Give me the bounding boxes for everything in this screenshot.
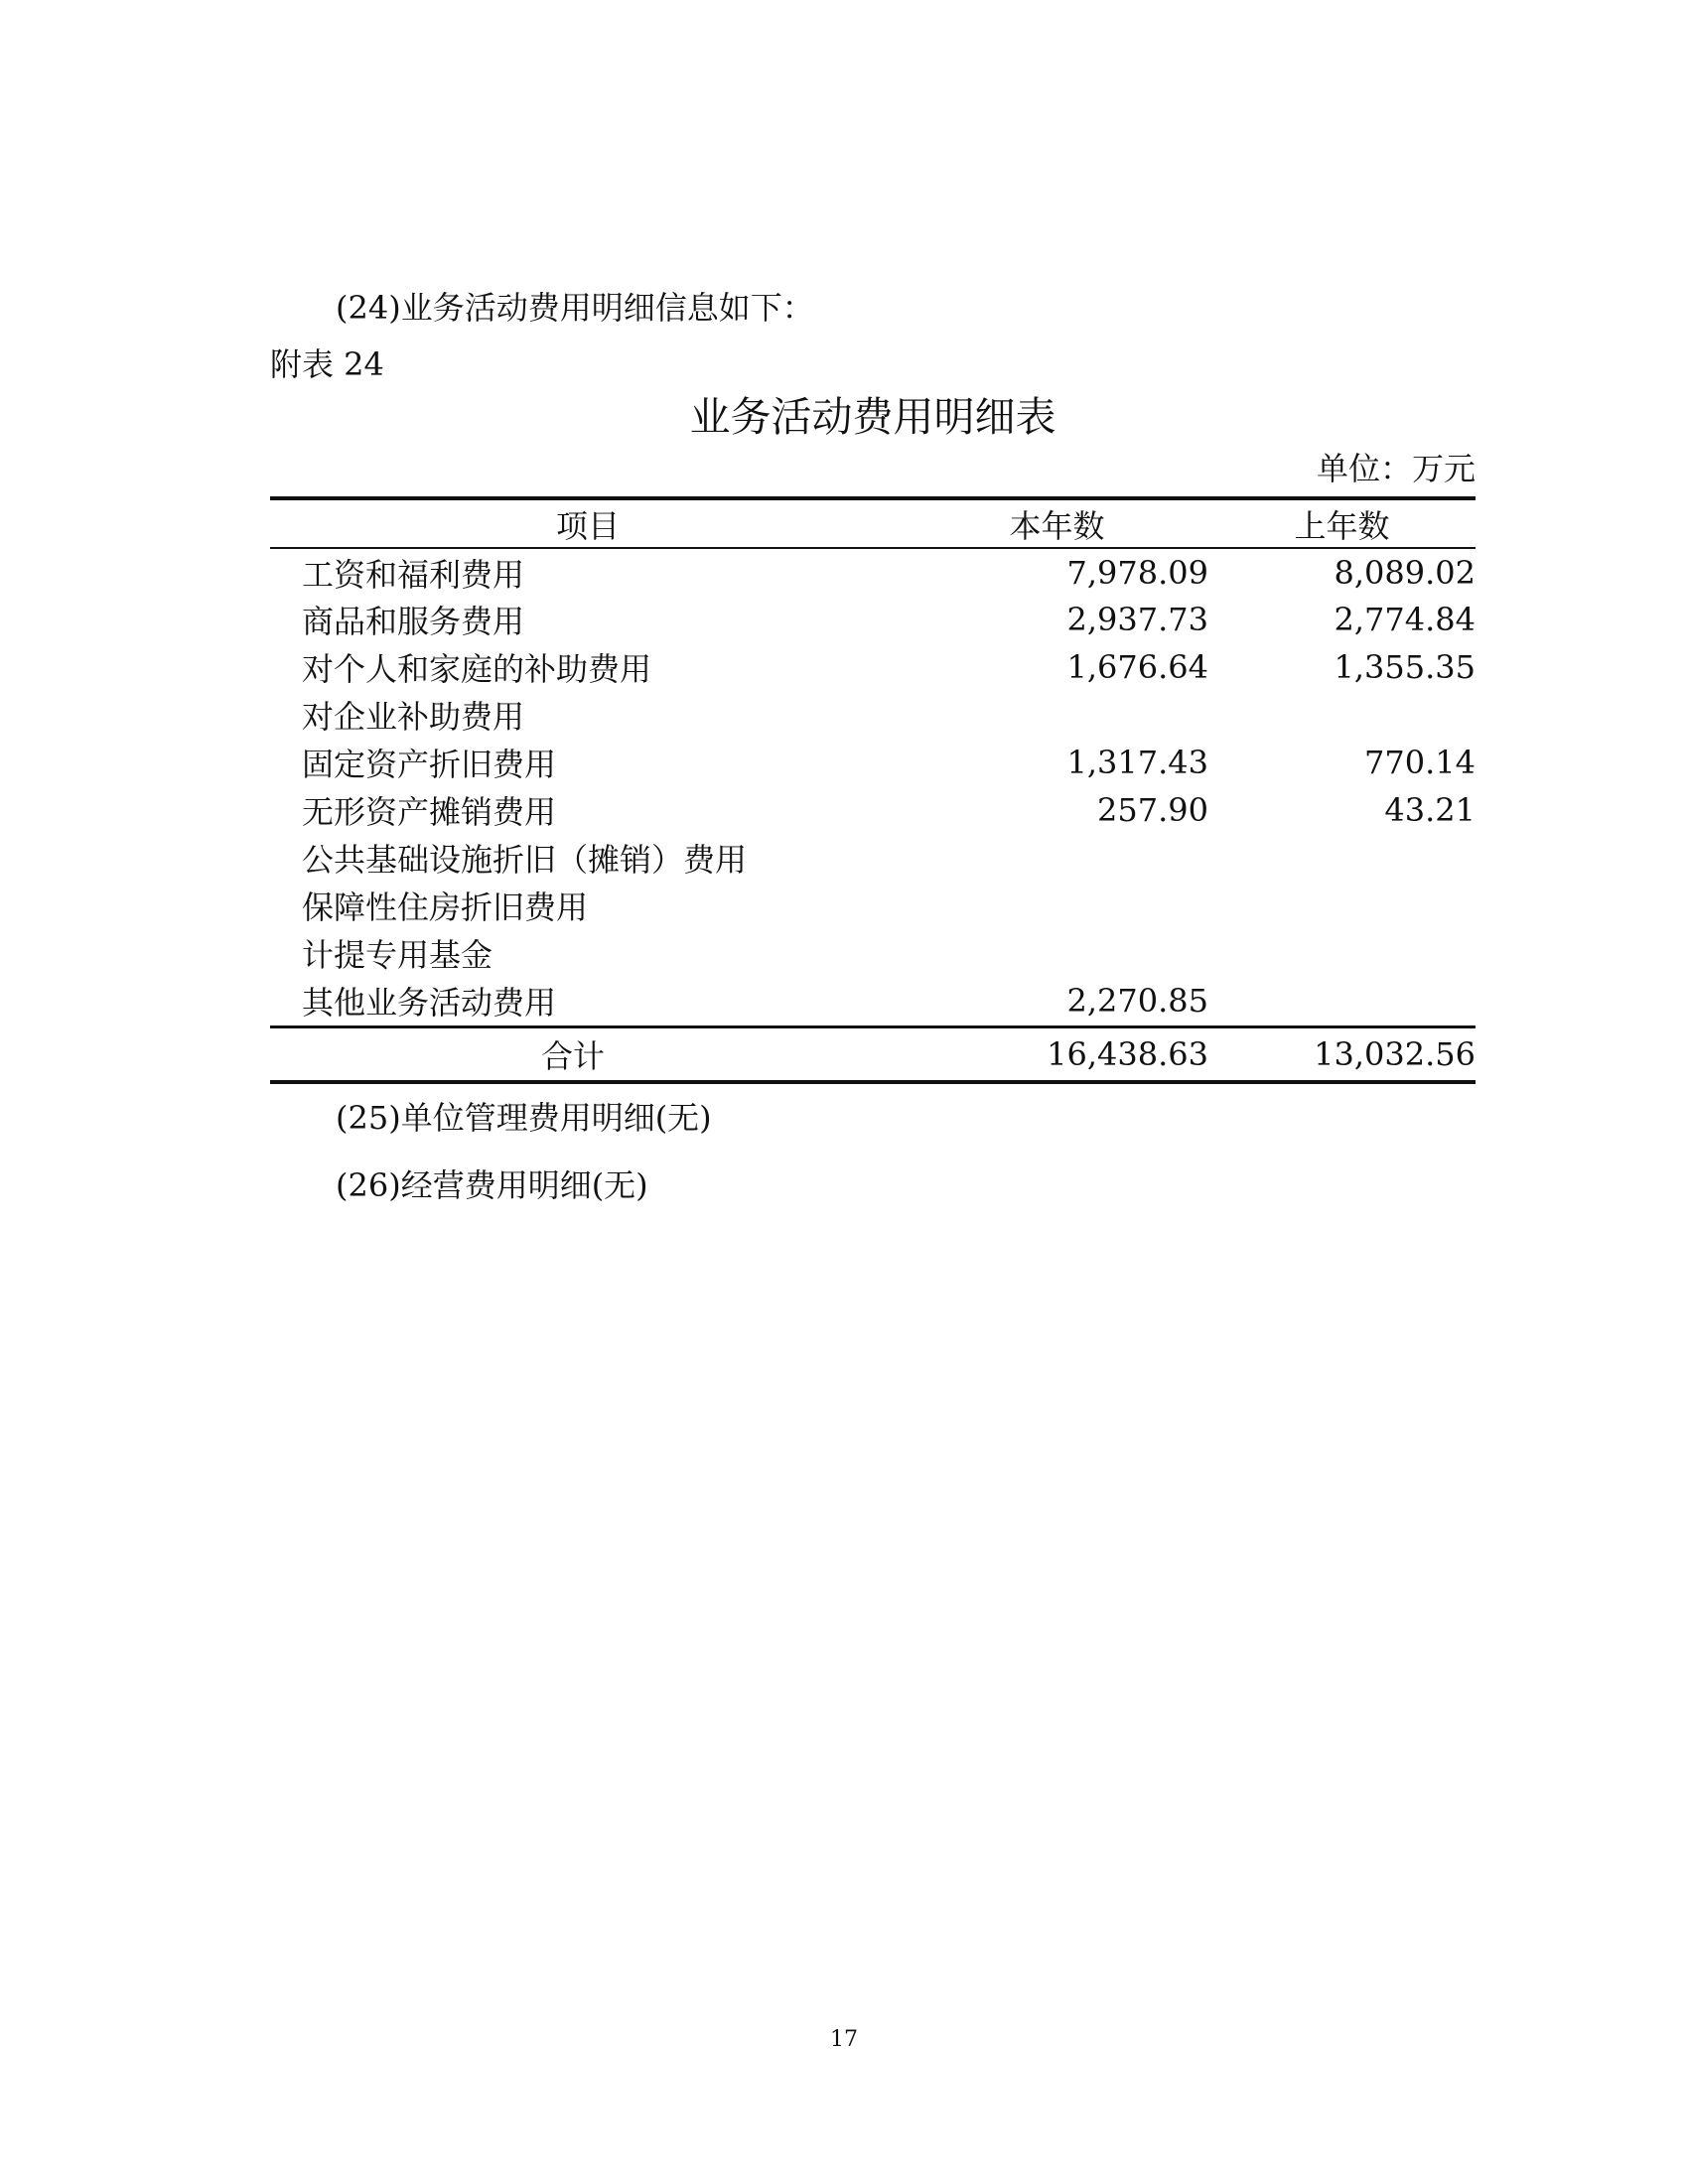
row-item: 其他业务活动费用 xyxy=(302,984,557,1023)
row-item: 商品和服务费用 xyxy=(302,603,525,640)
row-previous: 1,355.35 xyxy=(1334,648,1476,686)
table-row xyxy=(270,596,1476,643)
row-previous xyxy=(1208,834,1476,882)
row-previous xyxy=(1208,882,1476,929)
header-current-year: 本年数 xyxy=(906,498,1208,548)
row-item: 无形资产摊销费用 xyxy=(302,793,557,831)
row-previous xyxy=(1208,977,1476,1026)
row-current: 2,270.85 xyxy=(1066,982,1208,1021)
table-row xyxy=(270,786,1476,834)
row-current xyxy=(906,882,1208,929)
row-item: 计提专用基金 xyxy=(302,936,493,974)
table-row xyxy=(270,929,1476,977)
appendix-label: 附表 24 xyxy=(270,345,384,383)
row-current: 1,676.64 xyxy=(1066,648,1208,686)
row-item: 对个人和家庭的补助费用 xyxy=(302,650,652,688)
total-previous: 13,032.56 xyxy=(1208,1026,1476,1082)
table-row xyxy=(270,739,1476,786)
row-previous: 2,774.84 xyxy=(1334,601,1476,638)
note-operating-expenses: (26)经营费用明细(无) xyxy=(336,1166,648,1204)
row-current xyxy=(906,929,1208,977)
table-title: 业务活动费用明细表 xyxy=(689,393,1056,441)
row-previous xyxy=(1208,929,1476,977)
note-management-expenses: (25)单位管理费用明细(无) xyxy=(336,1099,712,1137)
row-previous: 8,089.02 xyxy=(1334,553,1476,592)
row-item: 对企业补助费用 xyxy=(302,698,525,736)
table-row xyxy=(270,834,1476,882)
unit-label: 单位：万元 xyxy=(1316,450,1476,487)
row-current xyxy=(906,834,1208,882)
row-current: 2,937.73 xyxy=(1066,601,1208,638)
header-item: 项目 xyxy=(270,498,906,548)
row-current xyxy=(906,691,1208,739)
table-header-row xyxy=(270,498,1476,548)
table-row xyxy=(270,548,1476,596)
total-row xyxy=(270,1026,1476,1082)
row-current: 7,978.09 xyxy=(1066,553,1208,592)
row-item: 固定资产折旧费用 xyxy=(302,746,557,783)
row-previous: 770.14 xyxy=(1364,744,1476,781)
row-previous: 43.21 xyxy=(1384,791,1476,829)
row-current: 257.90 xyxy=(1097,791,1208,829)
header-previous-year: 上年数 xyxy=(1208,498,1476,548)
table-row xyxy=(270,691,1476,739)
table-row xyxy=(270,643,1476,691)
total-current: 16,438.63 xyxy=(906,1026,1208,1082)
row-item: 保障性住房折旧费用 xyxy=(302,888,589,926)
table-row xyxy=(270,882,1476,929)
row-previous xyxy=(1208,691,1476,739)
table-row xyxy=(270,977,1476,1026)
row-item: 工资和福利费用 xyxy=(302,555,525,594)
row-item: 公共基础设施折旧（摊销）费用 xyxy=(302,841,748,879)
intro-paragraph: (24)业务活动费用明细信息如下： xyxy=(336,289,814,327)
total-label: 合计 xyxy=(270,1026,906,1082)
expense-detail-table xyxy=(270,496,1476,1084)
page-number: 17 xyxy=(830,2027,858,2052)
row-current: 1,317.43 xyxy=(1066,744,1208,781)
